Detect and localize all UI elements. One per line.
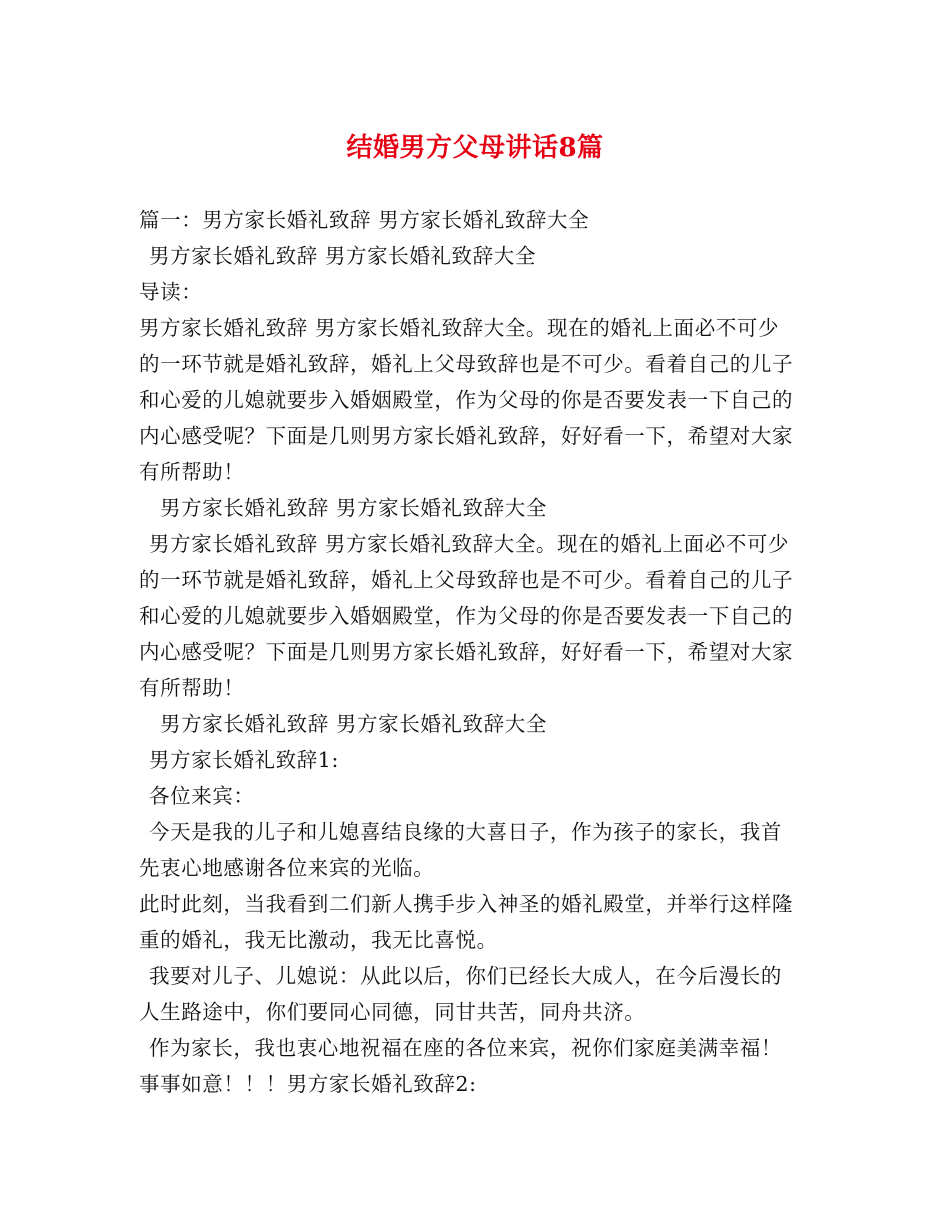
paragraph-line: 重的婚礼，我无比激动，我无比喜悦。 [139, 928, 498, 952]
subheading: 男方家长婚礼致辞 男方家长婚礼致辞大全 [160, 496, 547, 520]
greeting-line: 各位来宾： [149, 784, 255, 808]
paragraph-line: 内心感受呢？下面是几则男方家长婚礼致辞，好好看一下，希望对大家 [139, 640, 794, 664]
paragraph-line: 有所帮助！ [139, 676, 245, 700]
paragraph-line: 和心爱的儿媳就要步入婚姻殿堂，作为父母的你是否要发表一下自己的 [139, 388, 794, 412]
paragraph-line: 今天是我的儿子和儿媳喜结良缘的大喜日子，作为孩子的家长，我首 [149, 820, 782, 844]
paragraph-line: 和心爱的儿媳就要步入婚姻殿堂，作为父母的你是否要发表一下自己的 [139, 604, 794, 628]
paragraph-line: 我要对儿子、儿媳说：从此以后，你们已经长大成人，在今后漫长的 [149, 964, 782, 988]
paragraph-line: 此时此刻，当我看到二们新人携手步入神圣的婚礼殿堂，并举行这样隆 [139, 892, 794, 916]
paragraph-line: 男方家长婚礼致辞 男方家长婚礼致辞大全。现在的婚礼上面必不可少 [139, 316, 780, 340]
paragraph-line: 的一环节就是婚礼致辞，婚礼上父母致辞也是不可少。看着自己的儿子 [139, 352, 794, 376]
paragraph-line: 作为家长，我也衷心地祝福在座的各位来宾，祝你们家庭美满幸福！ [149, 1036, 782, 1060]
document-body [139, 202, 815, 1102]
paragraph-line: 内心感受呢？下面是几则男方家长婚礼致辞，好好看一下，希望对大家 [139, 424, 794, 448]
paragraph-line: 有所帮助！ [139, 460, 245, 484]
paragraph-line: 事事如意！！！男方家长婚礼致辞2: [139, 1072, 477, 1096]
section-heading: 篇一：男方家长婚礼致辞 男方家长婚礼致辞大全 [139, 208, 590, 232]
paragraph-line: 先衷心地感谢各位来宾的光临。 [139, 856, 435, 880]
subheading: 男方家长婚礼致辞 男方家长婚礼致辞大全 [160, 712, 547, 736]
subheading: 男方家长婚礼致辞 男方家长婚礼致辞大全 [149, 244, 536, 268]
speech-heading: 男方家长婚礼致辞1: [149, 748, 339, 772]
paragraph-line: 男方家长婚礼致辞 男方家长婚礼致辞大全。现在的婚礼上面必不可少 [149, 532, 790, 556]
document-title: 结婚男方父母讲话8篇 [346, 133, 604, 163]
intro-label: 导读： [139, 280, 203, 304]
paragraph-line: 人生路途中，你们要同心同德，同甘共苦，同舟共济。 [139, 1000, 646, 1024]
paragraph-line: 的一环节就是婚礼致辞，婚礼上父母致辞也是不可少。看着自己的儿子 [139, 568, 794, 592]
